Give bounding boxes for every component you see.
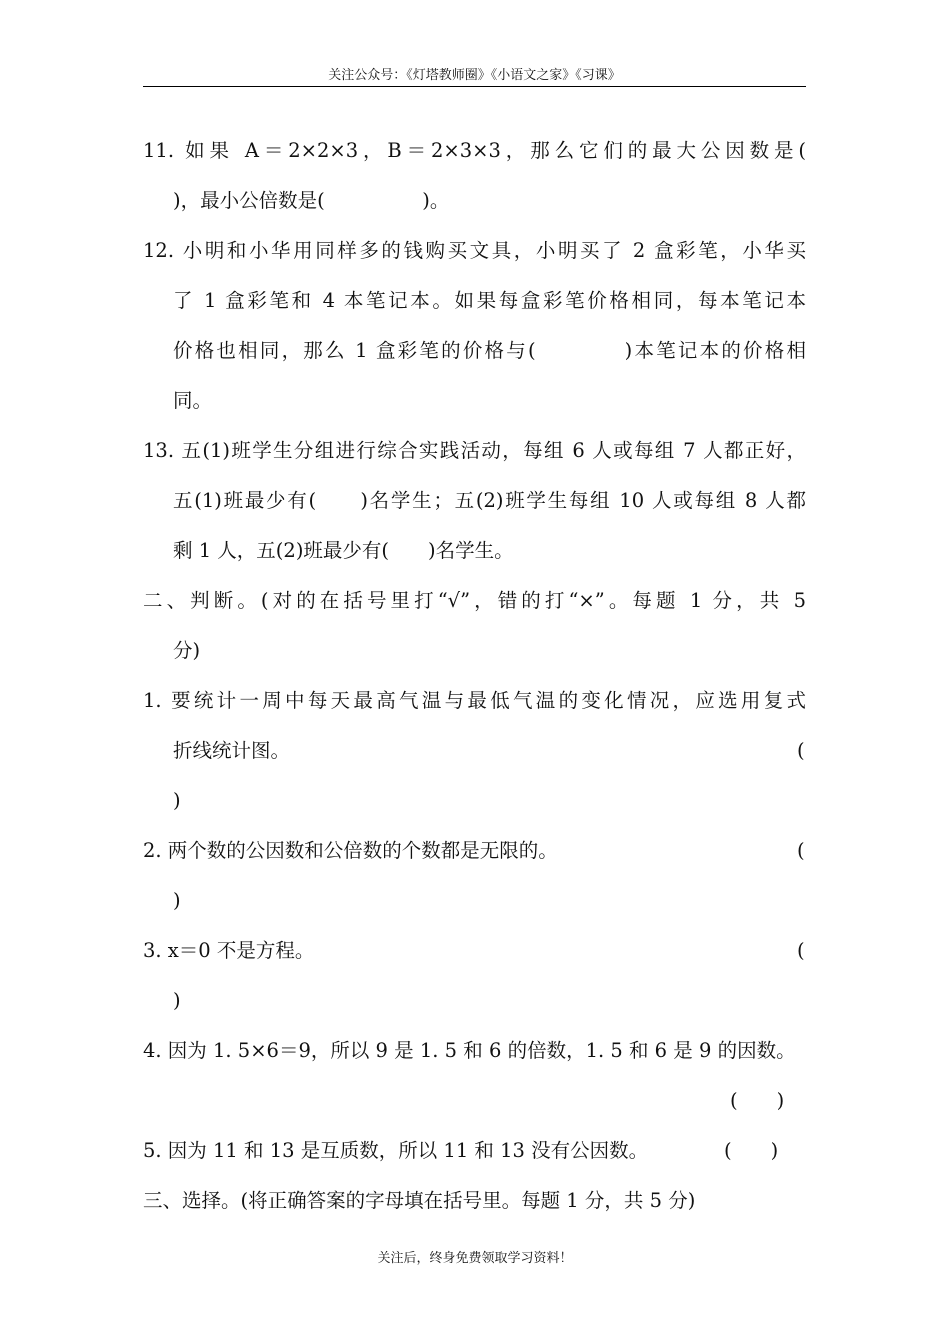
judge-5-answer-paren: ( ) [724,1139,779,1162]
question-12-line-2: 了 1 盒彩笔和 4 本笔记本。如果每盒彩笔价格相同，每本笔记本 [173,289,806,312]
judge-1-line-2: 折线统计图。 [173,739,291,762]
question-11-line-1: 11. 如果 A＝2×2×3，B＝2×3×3，那么它们的最大公因数是( [143,139,806,162]
judge-1-answer-paren-close: ) [173,789,181,812]
judge-2-answer-paren-open: ( [797,839,805,862]
question-11-line-2: )，最小公倍数是( )。 [173,189,450,212]
section-3-heading: 三、选择。(将正确答案的字母填在括号里。每题 1 分，共 5 分) [143,1189,696,1212]
section-2-heading-line-1: 二、判断。(对的在括号里打“√”，错的打“×”。每题 1 分，共 5 [143,589,806,612]
judge-1-answer-paren-open: ( [797,739,805,762]
judge-5-line-1: 5. 因为 11 和 13 是互质数，所以 11 和 13 没有公因数。 [143,1139,649,1162]
question-13-line-3: 剩 1 人，五(2)班最少有( )名学生。 [173,539,514,562]
judge-4-answer-paren: ( ) [730,1089,785,1112]
judge-4-line-1: 4. 因为 1. 5×6＝9，所以 9 是 1. 5 和 6 的倍数，1. 5 和 6 是 9 的因数。 [143,1039,796,1062]
judge-2-answer-paren-close: ) [173,889,181,912]
judge-2-line-1: 2. 两个数的公因数和公倍数的个数都是无限的。 [143,839,558,862]
section-2-heading-line-2: 分) [173,639,201,662]
judge-3-answer-paren-open: ( [797,939,805,962]
page-header: 关注公众号：《灯塔教师圈》《小语文之家》《习课》 [328,68,621,83]
question-12-line-4: 同。 [173,389,213,412]
question-13-line-1: 13. 五(1)班学生分组进行综合实践活动，每组 6 人或每组 7 人都正好， [143,439,806,462]
question-12-line-3: 价格也相同，那么 1 盒彩笔的价格与( )本笔记本的价格相 [173,339,806,362]
judge-3-answer-paren-close: ) [173,989,181,1012]
header-divider [143,86,806,87]
judge-3-line-1: 3. x＝0 不是方程。 [143,939,315,962]
judge-1-line-1: 1. 要统计一周中每天最高气温与最低气温的变化情况，应选用复式 [143,689,806,712]
question-13-line-2: 五(1)班最少有( )名学生；五(2)班学生每组 10 人或每组 8 人都 [173,489,806,512]
question-12-line-1: 12. 小明和小华用同样多的钱购买文具，小明买了 2 盒彩笔，小华买 [143,239,806,262]
page-footer: 关注后，终身免费领取学习资料！ [377,1251,573,1266]
